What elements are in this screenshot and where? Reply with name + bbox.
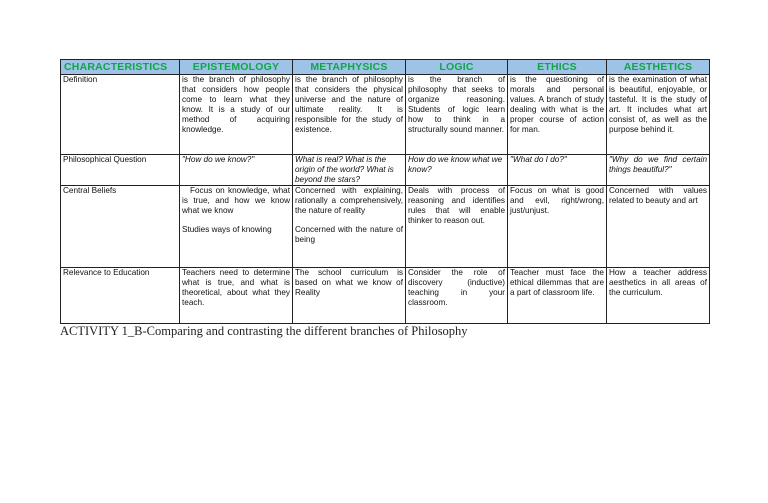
header-characteristics: CHARACTERISTICS: [61, 60, 180, 75]
cell-text: How do we know what we know?: [408, 155, 503, 174]
cell-text: is the branch of philosophy that seeks to organize reasoning. Students of logic learn how to think in a structurally sound manner.: [408, 75, 505, 134]
cell-aesthetics: [607, 268, 710, 324]
cell-aesthetics: [607, 155, 710, 186]
cell-aesthetics: [607, 75, 710, 155]
cell-metaphysics: [293, 155, 406, 186]
cell-text: is the branch of philosophy that considers the physical universe and the nature of ultimate reality. It is responsible for the study of existence.: [295, 75, 403, 134]
cell-text: Studies ways of knowing: [182, 225, 272, 234]
row-relevance-to-education: [61, 268, 710, 324]
cell-aesthetics: [607, 186, 710, 268]
cell-metaphysics: [293, 75, 406, 155]
cell-ethics: [508, 186, 607, 268]
row-label: Definition: [61, 75, 180, 155]
row-label: Philosophical Question: [61, 155, 180, 186]
cell-metaphysics: [293, 268, 406, 324]
row-central-beliefs: [61, 186, 710, 268]
cell-text: "How do we know?": [182, 155, 255, 164]
cell-text: Concerned with explaining, rationally a comprehensively, the nature of reality: [295, 186, 403, 215]
row-philosophical-question: [61, 155, 710, 186]
cell-epistemology: [180, 155, 293, 186]
cell-ethics: [508, 155, 607, 186]
header-metaphysics: METAPHYSICS: [293, 60, 406, 75]
cell-text: Teachers need to determine what is true, and what is theoretical, about what they teach.: [182, 268, 290, 307]
cell-logic: [406, 75, 508, 155]
row-label: Relevance to Education: [61, 268, 180, 324]
cell-ethics: [508, 268, 607, 324]
cell-text: Concerned with values related to beauty and art: [609, 186, 707, 205]
cell-text: Deals with process of reasoning and identifies rules that will enable thinker to reason out.: [408, 186, 505, 225]
cell-ethics: [508, 75, 607, 155]
header-epistemology: EPISTEMOLOGY: [180, 60, 293, 75]
cell-text: What is real? What is the origin of the world? What is beyond the stars?: [295, 155, 394, 184]
cell-epistemology: [180, 75, 293, 155]
cell-logic: [406, 186, 508, 268]
cell-metaphysics: [293, 186, 406, 268]
cell-logic: [406, 155, 508, 186]
cell-epistemology: [180, 268, 293, 324]
cell-text: Consider the role of discovery (inductive) teaching in your classroom.: [408, 268, 505, 307]
philosophy-comparison-table: [60, 59, 710, 324]
row-label: Central Beliefs: [61, 186, 180, 268]
row-definition: [61, 75, 710, 155]
cell-text: is the examination of what is beautiful, enjoyable, or tasteful. It is the study of art. It includes what art consist of, as well as the purpose behind it.: [609, 75, 707, 134]
header-aesthetics: AESTHETICS: [607, 60, 710, 75]
cell-text: is the questioning of morals and personal values. A branch of study dealing with what is the proper course of action for man.: [510, 75, 604, 134]
cell-text: How a teacher address aesthetics in all areas of the curriculum.: [609, 268, 707, 297]
cell-text: The school curriculum is based on what we know of Reality: [295, 268, 403, 297]
header-ethics: ETHICS: [508, 60, 607, 75]
cell-text: [182, 186, 290, 216]
cell-text: Teacher must face the ethical dilemmas that are a part of classroom life.: [510, 268, 604, 297]
header-logic: LOGIC: [406, 60, 508, 75]
cell-logic: [406, 268, 508, 324]
cell-text: Concerned with the nature of being: [295, 225, 403, 244]
cell-epistemology: [180, 186, 293, 268]
cell-text-part: Focus on knowledge, what is true, and how we know what we know: [182, 186, 290, 215]
activity-caption: ACTIVITY 1_B-Comparing and contrasting the different branches of Philosophy: [60, 324, 468, 338]
cell-text: "What do I do?": [510, 155, 567, 164]
cell-text: is the branch of philosophy that considers how people come to learn what they know. It is a study of our method of acquiring knowledge.: [182, 75, 290, 134]
cell-text: Focus on what is good and evil, right/wrong, just/unjust.: [510, 186, 604, 215]
header-row: [61, 60, 710, 75]
cell-text: "Why do we find certain things beautiful?": [609, 155, 707, 174]
